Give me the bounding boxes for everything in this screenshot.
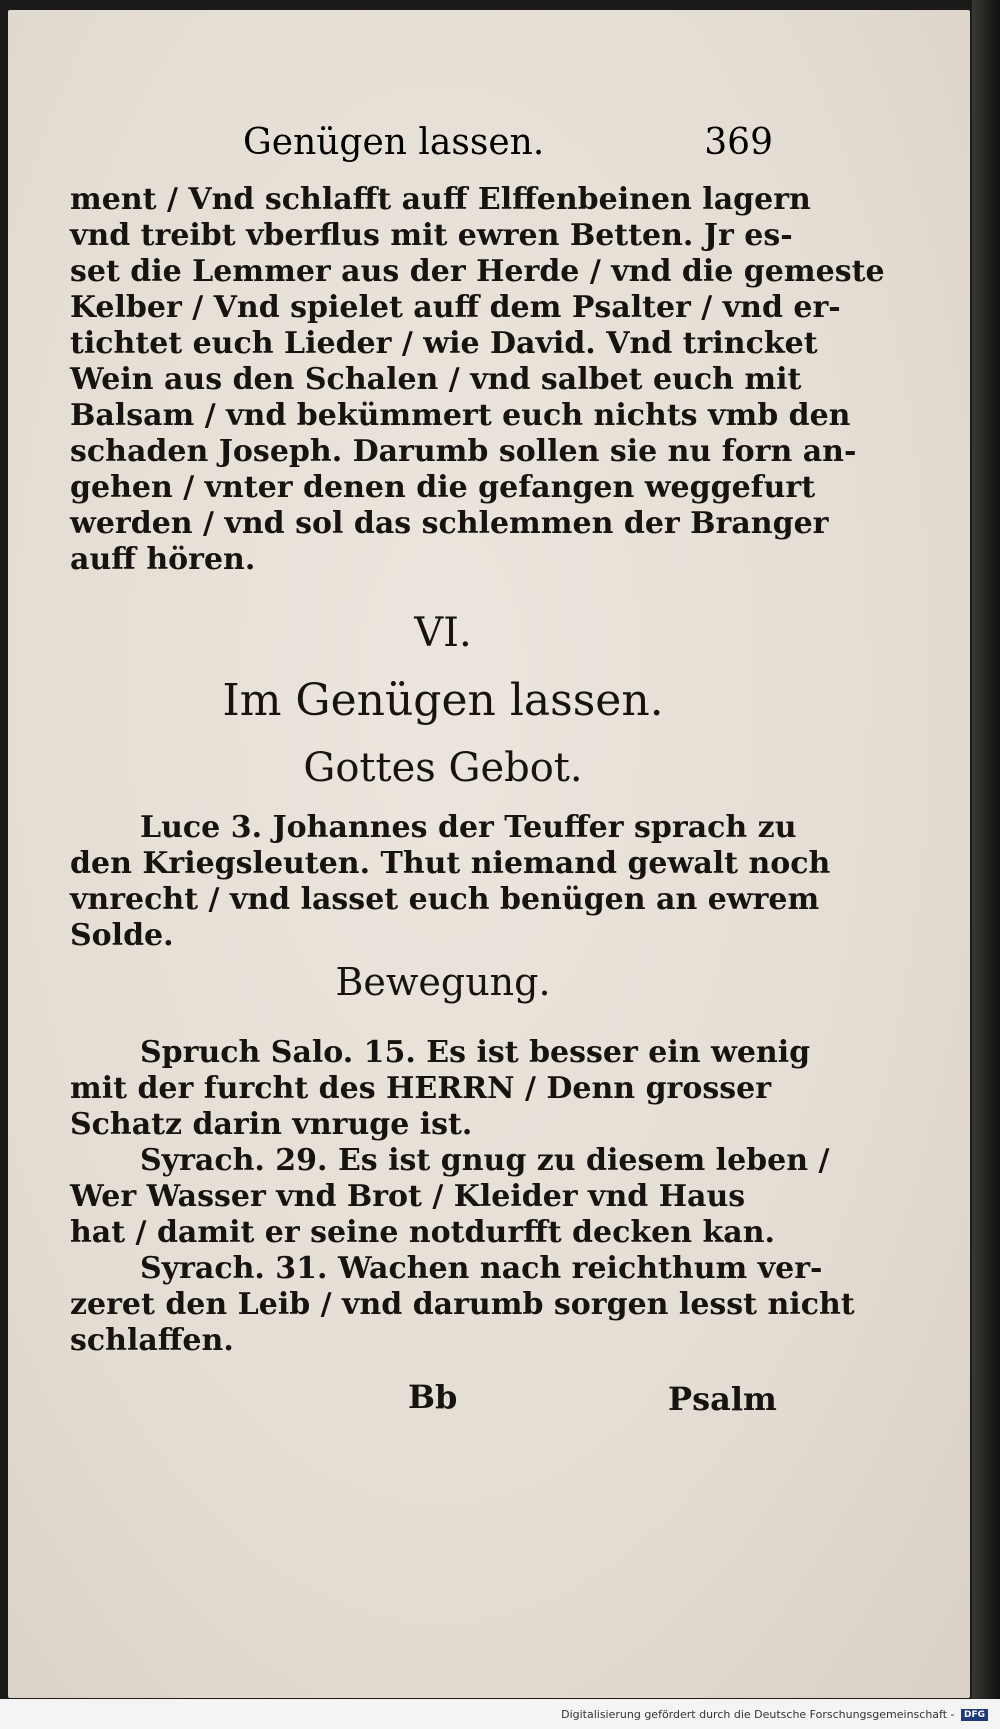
digitization-credit [561, 1708, 988, 1721]
text-line: schlaffen. [70, 1323, 234, 1358]
text-line: ment / Vnd schlafft auff Elffenbeinen lagern [70, 182, 811, 217]
text-line: werden / vnd sol das schlemmen der Branger [70, 506, 829, 541]
credit-bar [0, 1699, 1000, 1729]
text-line: gehen / vnter denen die gefangen weggefurt [70, 470, 816, 505]
signature-mark: Bb [408, 1378, 458, 1416]
text-line: Wein aus den Schalen / vnd salbet euch mit [70, 362, 802, 397]
text-line: zeret den Leib / vnd darumb sorgen lesst nicht [70, 1287, 855, 1322]
text-line: Luce 3. Johannes der Teuffer sprach zu [140, 810, 797, 845]
text-line: Syrach. 29. Es ist gnug zu diesem leben / [140, 1143, 830, 1178]
text-line: Balsam / vnd bekümmert euch nichts vmb den [70, 398, 851, 433]
book-page [8, 10, 970, 1698]
text-line: vnd treibt vberflus mit ewren Betten. Jr es- [70, 218, 793, 253]
text-line: Schatz darin vnruge ist. [70, 1107, 473, 1142]
section-title: Im Genügen lassen. [222, 675, 664, 726]
page-header [243, 122, 773, 172]
text-line: tichtet euch Lieder / wie David. Vnd trincket [70, 326, 818, 361]
subheading-gebot: Gottes Gebot. [303, 745, 583, 791]
page-number: 369 [704, 122, 773, 163]
text-line: Spruch Salo. 15. Es ist besser ein wenig [140, 1035, 811, 1070]
catchword: Psalm [668, 1380, 777, 1418]
text-line: mit der furcht des HERRN / Denn grosser [70, 1071, 772, 1106]
text-line: schaden Joseph. Darumb sollen sie nu forn an- [70, 434, 857, 469]
dfg-logo: DFG [961, 1709, 988, 1721]
book-edge-shadow [972, 0, 1000, 1700]
text-line: Wer Wasser vnd Brot / Kleider vnd Haus [70, 1179, 746, 1214]
subheading-bewegung: Bewegung. [335, 960, 551, 1004]
text-line: Syrach. 31. Wachen nach reichthum ver- [140, 1251, 823, 1286]
text-line: den Kriegsleuten. Thut niemand gewalt noch [70, 846, 831, 881]
text-line: vnrecht / vnd lasset euch benügen an ewrem [70, 882, 820, 917]
text-line: Solde. [70, 918, 174, 953]
text-line: Kelber / Vnd spielet auff dem Psalter / vnd er- [70, 290, 841, 325]
text-line: set die Lemmer aus der Herde / vnd die gemeste [70, 254, 885, 289]
section-number: VI. [414, 610, 472, 656]
text-line: hat / damit er seine notdurfft decken kan. [70, 1215, 775, 1250]
text-line: auff hören. [70, 542, 256, 577]
credit-text: Digitalisierung gefördert durch die Deutsche Forschungsgemeinschaft - [561, 1708, 955, 1721]
running-title: Genügen lassen. [243, 122, 545, 163]
